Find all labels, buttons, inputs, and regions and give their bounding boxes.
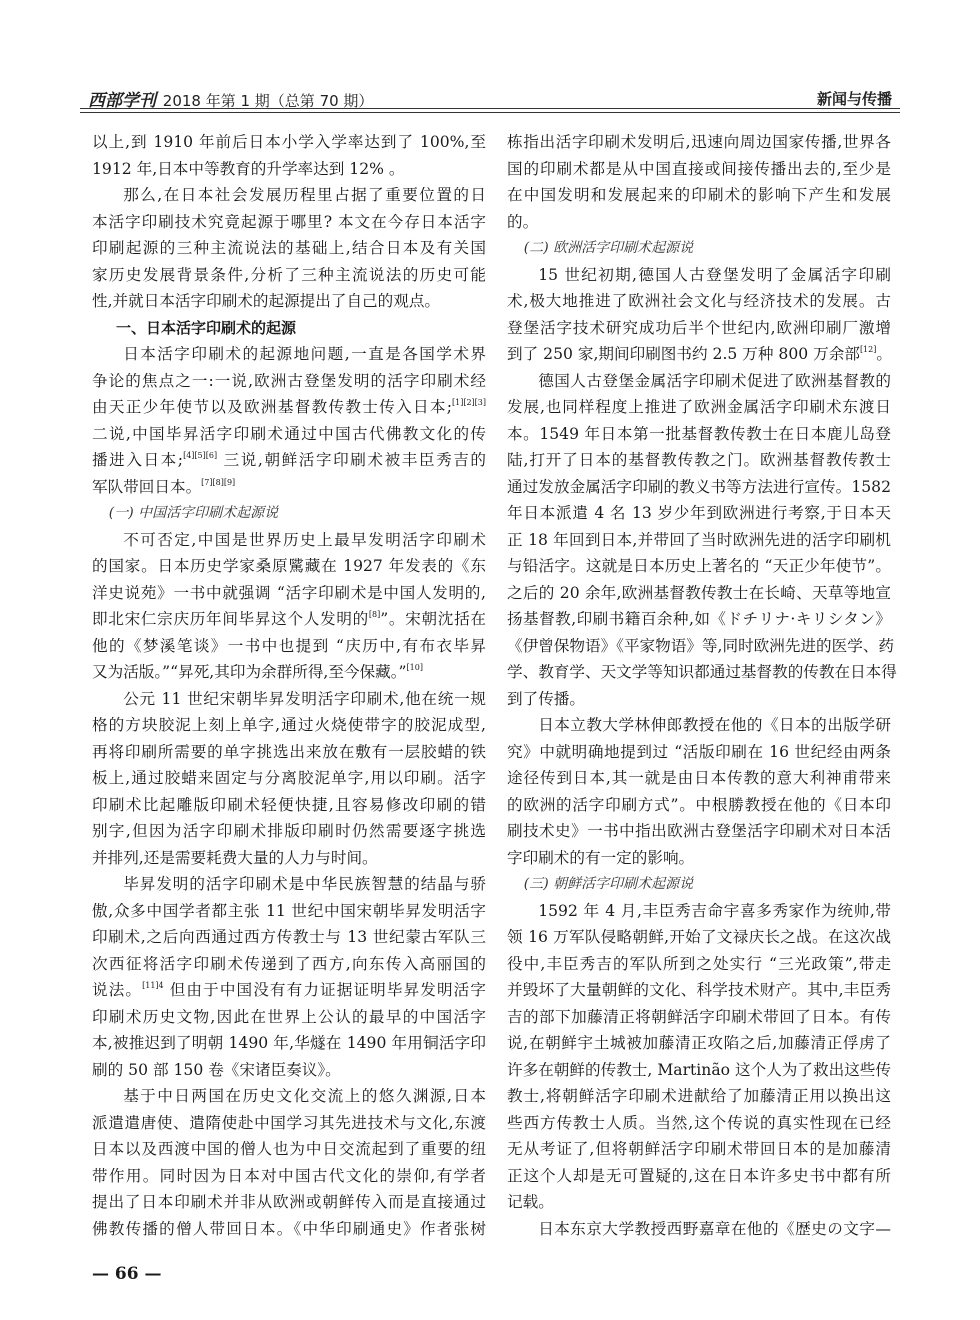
citation-ref: [4][5][6] [183,451,218,460]
text-line: 傲,众多中国学者都主张 11 世纪中国宋朝毕昇发明活字 [92,901,486,920]
text-line: 并毁坏了大量朝鲜的文化、科学技术财产。其中,丰臣秀 [507,981,891,999]
text-line: 他的《梦溪笔谈》一书中也提到 “庆历中,有布衣毕昇 [92,636,486,655]
text-line: 到了传播。 [507,689,585,708]
citation-ref: [10] [406,663,423,672]
text-line: 正 18 年回到日本,并带回了当时欧洲先进的活字印刷机 [507,530,891,549]
text-line: 15 世纪初期,德国人古登堡发明了金属活字印刷 [538,265,891,284]
text-line [92,447,486,474]
text-line: 栋指出活字印刷术发明后,迅速向周边国家传播,世界各 [507,133,891,151]
text-line: 印刷术历史文物,因此在世界上公认的最早的中国活字 [92,1007,486,1026]
text-line: 佛教传播的僧人带回日本。《中华印刷通史》作者张树 [92,1219,486,1238]
text-line: 1592 年 4 月,丰臣秀吉命宇喜多秀家作为统帅,带 [538,901,891,920]
text-line: 说,在朝鲜宇土城被加藤清正攻陷之后,加藤清正俘虏了 [507,1034,891,1052]
text-line: 陆,打开了日本的基督教传教之门。欧洲基督教传教士 [507,451,891,469]
text-line: 不可否定,中国是世界历史上最早发明活字印刷术 [123,530,486,549]
text-line: 再将印刷所需要的单字挑选出来放在敷有一层胶蜡的铁 [92,742,486,761]
text-line: 刷技术史》一书中指出欧洲古登堡活字印刷术对日本活 [507,822,891,840]
text-line: 究》中就明确地提到过 “活版印刷在 16 世纪经由两条 [507,742,891,761]
text-line: 记载。 [507,1193,554,1211]
text-line: 那么,在日本社会发展历程里占据了重要位置的日 [123,186,486,204]
text-line: 无从考证了,但将朝鲜活字印刷术带回日本的是加藤清 [507,1140,891,1158]
text-line: 的欧洲的活字印刷方式”。中根勝教授在他的《日本印 [507,795,891,814]
text-line: 二说,中国毕昇活字印刷术通过中国古代佛教文化的传 [92,424,486,443]
header-rule [80,108,900,109]
text-line: 教士,将朝鲜活字印刷术进献给了加藤清正用以换出这 [507,1087,891,1105]
text-line: 日本东京大学教授西野嘉章在他的《歴史の文字— [538,1219,891,1238]
text-line: 性,并就日本活字印刷术的起源提出了自己的观点。 [92,292,441,310]
line-text: 播进入日本; [92,451,184,469]
subsection-heading: (三) 朝鲜活字印刷术起源说 [523,876,694,892]
line-text: 到了 250 家,期间印刷图书约 2.5 万种 800 万余部 [507,345,860,363]
issue-info: 2018 年第 1 期（总第 70 期） [162,92,374,110]
text-line: 役中,丰臣秀吉的军队所到之处实行 “三光政策”,带走 [507,954,891,973]
line-text: ”。宋朝沈括在 [380,610,486,628]
line-text: 但由于中国没有有力证据证明毕昇发明活字 [163,981,486,999]
subsection-heading: (二) 欧洲活字印刷术起源说 [523,240,694,256]
citation-ref: [7][8][9] [201,477,236,487]
text-line: 与铅活字。这就是日本历史上著名的 “天正少年使节”。 [507,557,891,575]
text-line: 在中国发明和发展起来的印刷术的影响下产生和发展 [507,186,891,204]
text-line: 刷的 50 部 150 卷《宋诸臣奏议》。 [92,1060,341,1079]
text-line: 以上,到 1910 年前后日本小学入学率达到了 100%,至 [92,133,486,151]
section-heading: 一、日本活字印刷术的起源 [116,318,297,337]
citation-ref: [12] [859,345,877,354]
text-line: 毕昇发明的活字印刷术是中华民族智慧的结晶与骄 [123,875,486,893]
text-line: 年日本派遣 4 名 13 岁少年到欧洲进行考察,于日本天 [507,504,891,522]
journal-logo: 西部学刊 [88,91,156,111]
text-line: 公元 11 世纪宋朝毕昇发明活字印刷术,他在统一规 [123,689,486,708]
text-line: 《伊曾保物语》《平家物语》等,同时欧洲先进的医学、药 [507,636,895,655]
line-text: 。 [876,345,892,363]
text-line [92,659,486,686]
text-line [92,474,486,501]
citation-ref: [11]4 [142,981,164,990]
text-line: 登堡活字技术研究成功后半个世纪内,欧洲印刷厂激增 [507,318,891,337]
text-line [92,394,486,421]
text-line: 正这个人却是无可置疑的,这在日本许多史书中都有所 [507,1166,891,1185]
text-line: 国的印刷术都是从中国直接或间接传播出去的,至少是 [507,159,891,178]
text-line: 本,被推迟到了明朝 1490 年,华燧在 1490 年用铜活字印 [92,1034,486,1052]
citation-ref: [1][2][3] [452,398,486,407]
section-title: 新闻与传播 [816,90,892,108]
text-line: 洋史说苑》一书中就强调 “活字印刷术是中国人发明的, [92,583,486,602]
text-line: 些西方传教士人质。当然,这个传说的真实性现在已经 [507,1113,891,1132]
text-line: 次西征将活字印刷术传递到了西方,向东传入高丽国的 [92,954,486,973]
text-line: 提出了日本印刷术并非从欧洲或朝鲜传入而是直接通过 [92,1193,486,1211]
line-text: 军队带回日本。 [92,477,202,496]
text-line: 的国家。日本历史学家桑原騭藏在 1927 年发表的《东 [92,557,486,575]
column-left [92,129,486,1242]
text-line: 印刷起源的三种主流说法的基础上,结合日本及有关国 [92,239,486,257]
text-line: 印刷术比起雕版印刷术轻便快捷,且容易修改印刷的错 [92,795,486,814]
text-line: 格的方块胶泥上刻上单字,通过火烧使带字的胶泥成型, [92,716,486,734]
header-rule [80,112,900,113]
text-line: 途径传到日本,其一就是由日本传教的意大利神甫带来 [507,769,891,787]
text-line [92,606,486,633]
text-line: 日本以及西渡中国的僧人也为中日交流起到了重要的纽 [92,1140,486,1158]
text-line: 日本立教大学林伸郎教授在他的《日本的出版学研 [538,716,891,734]
line-text: 三说,朝鲜活字印刷术被丰臣秀吉的 [217,451,486,469]
subsection-heading: (一) 中国活字印刷术起源说 [108,505,279,521]
text-line: 印刷术,之后向西通过西方传教士与 13 世纪蒙古军队三 [92,928,486,946]
text-line: 基于中日两国在历史文化交流上的悠久渊源,日本 [123,1087,486,1105]
text-line: 术,极大地推进了欧洲社会文化与经济技术的发展。古 [507,292,891,310]
text-line: 德国人古登堡金属活字印刷术促进了欧洲基督教的 [538,371,891,390]
text-line: 争论的焦点之一:一说,欧洲古登堡发明的活字印刷术经 [92,371,486,390]
line-text: 又为活版。”“昇死,其印为余群所得,至今保藏。” [92,663,407,681]
line-text: 由天正少年使节以及欧洲基督教传教士传入日本; [92,398,452,416]
text-line: 通过发放金属活字印刷的教义书等方法进行宣传。1582 [507,477,891,496]
text-line: 本活字印刷技术究竟起源于哪里? 本文在今存日本活字 [92,212,486,231]
text-line: 扬基督教,印刷书籍百余种,如《ドチリナ·キリシタン》 [507,610,891,628]
text-line: 学、教育学、天文学等知识都通过基督教的传教在日本得 [507,663,897,681]
text-line: 别字,但因为活字印刷术排版印刷时仍然需要逐字挑选 [92,822,486,840]
text-line: 派遣遣唐使、遣隋使赴中国学习其先进技术与文化,东渡 [92,1113,486,1132]
line-text: 说法。 [92,981,143,999]
text-line: 发展,也同样程度上推进了欧洲金属活字印刷术东渡日 [507,398,891,416]
text-line: 吉的部下加藤清正将朝鲜活字印刷术带回了日本。有传 [507,1007,891,1026]
text-line: 板上,通过胶蜡来固定与分离胶泥单字,用以印刷。活字 [92,769,486,787]
page-number: — 66 — [92,1264,162,1284]
column-right [507,129,897,1242]
text-line: 的。 [507,212,539,231]
text-line: 领 16 万军队侵略朝鲜,开始了文禄庆长之战。在这次战 [507,928,891,946]
line-text: 即北宋仁宗庆历年间毕昇这个人发明的 [92,610,369,628]
citation-ref: [8] [368,610,381,619]
text-line: 日本活字印刷术的起源地问题,一直是各国学术界 [123,345,486,363]
text-line: 家历史发展背景条件,分析了三种主流说法的历史可能 [92,265,486,284]
text-line: 字印刷术的有一定的影响。 [507,848,695,867]
text-line: 并排列,还是需要耗费大量的人力与时间。 [92,848,378,867]
text-line: 带作用。同时因为日本对中国古代文化的崇仰,有学者 [92,1166,486,1185]
text-line [92,977,486,1004]
text-line: 许多在朝鲜的传教士, Martinão 这个人为了救出这些传 [507,1060,891,1079]
text-line: 之后的 20 余年,欧洲基督教传教士在长崎、天草等地宣 [507,583,891,602]
text-line: 1912 年,日本中等教育的升学率达到 12% 。 [92,159,405,178]
text-line: 本。1549 年日本第一批基督教传教士在日本鹿儿岛登 [507,424,891,443]
text-line [507,341,891,368]
